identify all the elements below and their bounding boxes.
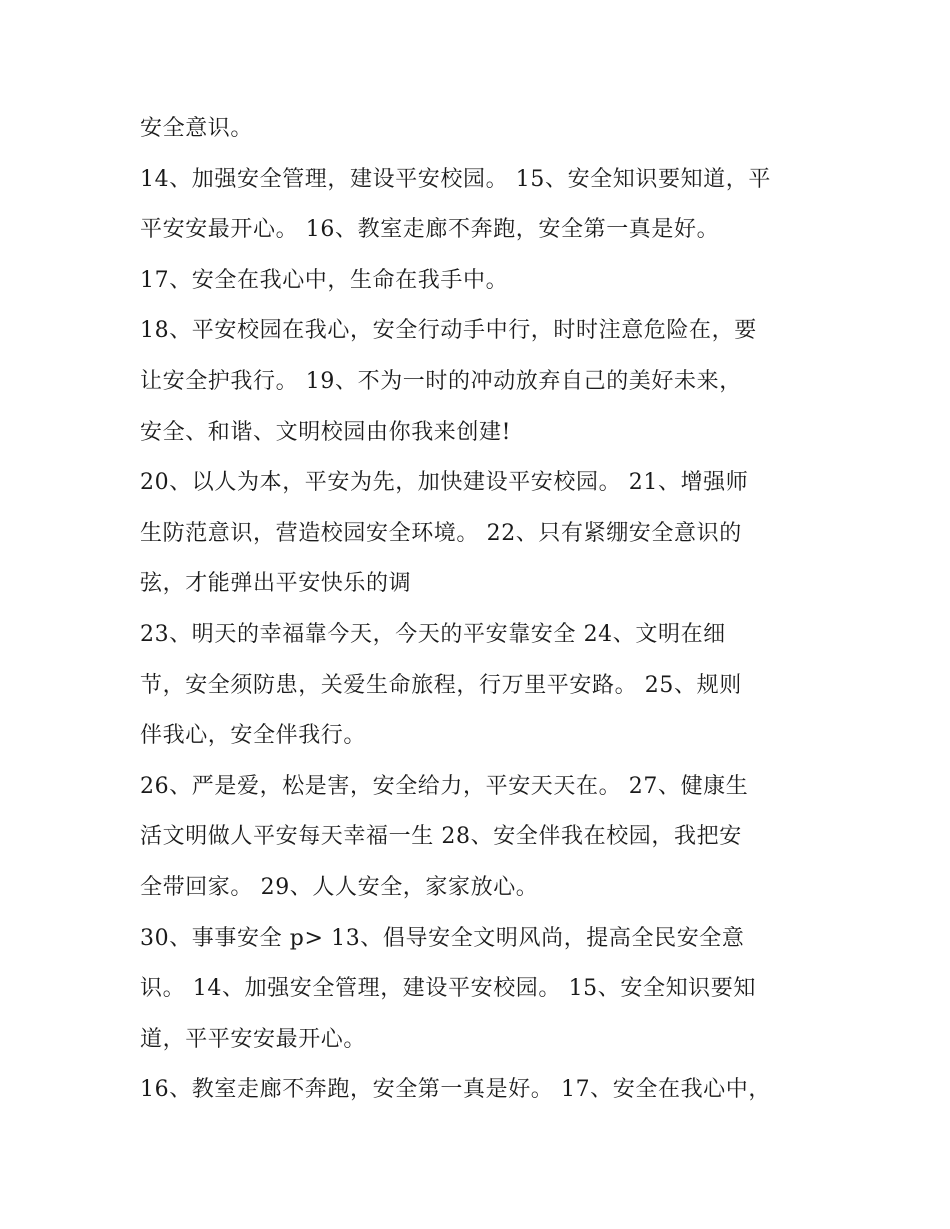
text-line: 安全、和谐、文明校园由你我来创建! bbox=[140, 419, 512, 445]
text-line: 伴我心，安全伴我行。 bbox=[140, 723, 367, 749]
text-line: 全带回家。 29、人人安全，家家放心。 bbox=[140, 874, 539, 900]
text-line: 18、平安校园在我心，安全行动手中行，时时注意危险在，要 bbox=[140, 318, 757, 344]
document-body bbox=[140, 104, 830, 1116]
text-line: 23、明天的幸福靠今天，今天的平安靠安全 24、文明在细 bbox=[140, 621, 726, 647]
text-line: 20、以人为本，平安为先，加快建设平安校园。 21、增强师 bbox=[140, 470, 749, 496]
text-line: 平安安最开心。 16、教室走廊不奔跑，安全第一真是好。 bbox=[140, 217, 720, 243]
text-line: 安全意识。 bbox=[140, 116, 254, 141]
text-line: 生防范意识，营造校园安全环境。 22、只有紧绷安全意识的 bbox=[140, 520, 742, 546]
text-line: 26、严是爱，松是害，安全给力，平安天天在。 27、健康生 bbox=[140, 773, 749, 799]
text-line: 道，平平安安最开心。 bbox=[140, 1026, 367, 1052]
text-line: 16、教室走廊不奔跑，安全第一真是好。 17、安全在我心中， bbox=[140, 1077, 771, 1103]
text-line: 活文明做人平安每天幸福一生 28、安全伴我在校园，我把安 bbox=[140, 824, 742, 850]
text-line: 弦，才能弹出平安快乐的调 bbox=[140, 571, 412, 597]
text-line: 节，安全须防患，关爱生命旅程，行万里平安路。 25、规则 bbox=[140, 672, 742, 698]
text-line: 识。 14、加强安全管理，建设平安校园。 15、安全知识要知 bbox=[140, 976, 756, 1002]
text-line: 让安全护我行。 19、不为一时的冲动放弃自己的美好未来， bbox=[140, 368, 742, 394]
text-line: 17、安全在我心中，生命在我手中。 bbox=[140, 267, 509, 293]
text-line: 14、加强安全管理，建设平安校园。 15、安全知识要知道，平 bbox=[140, 166, 771, 192]
text-line: 30、事事安全 p> 13、倡导安全文明风尚，提高全民安全意 bbox=[140, 925, 745, 951]
